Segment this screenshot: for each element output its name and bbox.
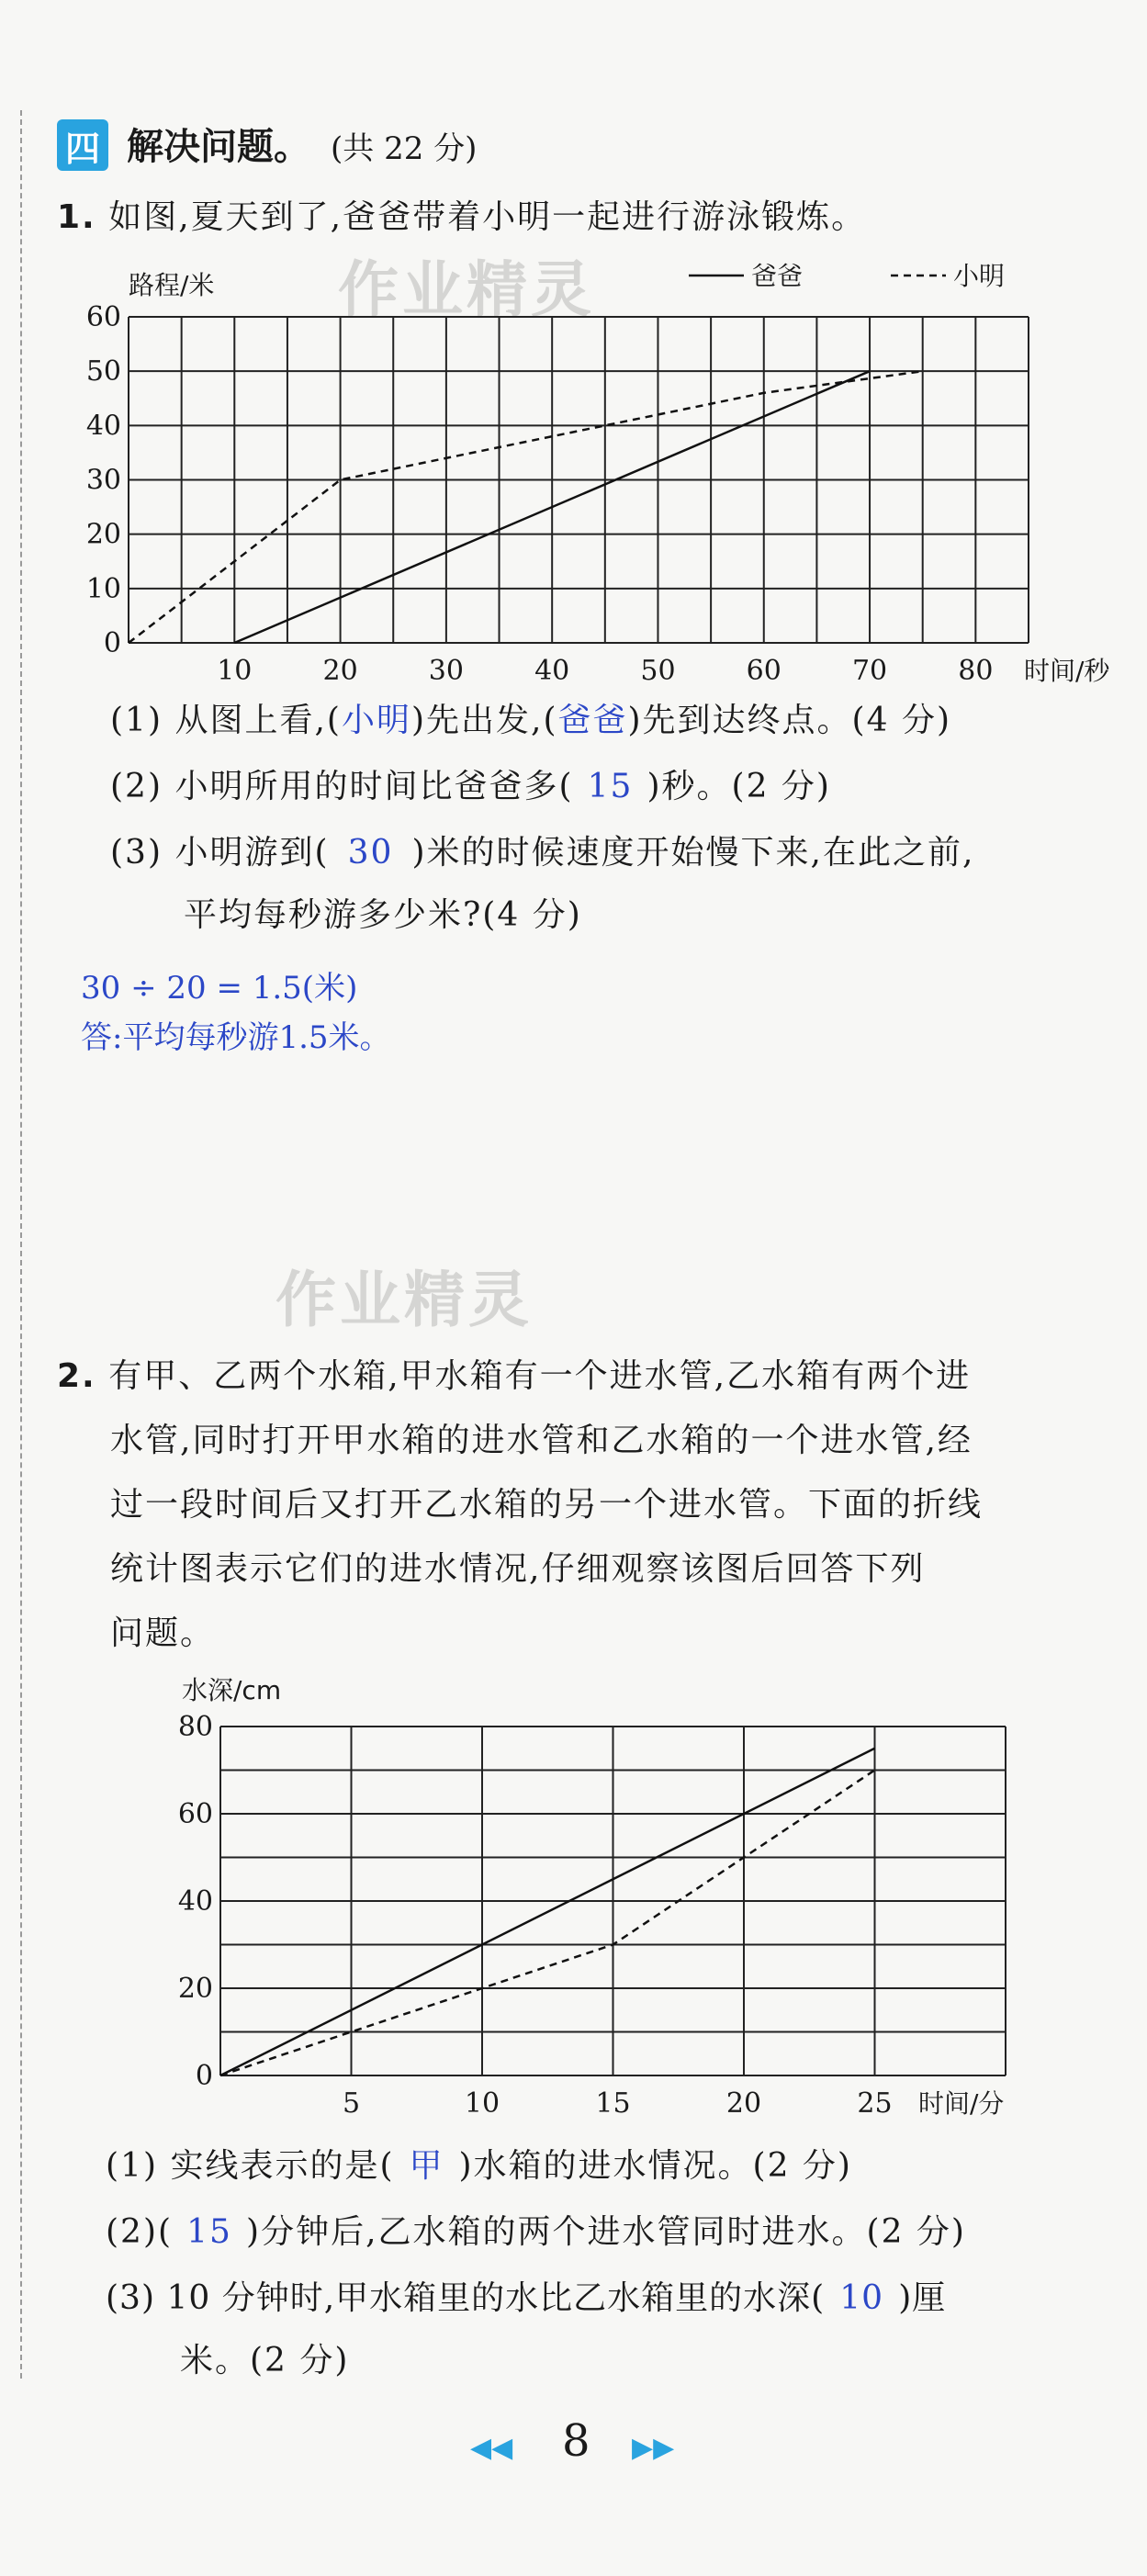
q1-sub1-prefix: (1) 从图上看,( bbox=[110, 702, 342, 739]
page-number: 8 bbox=[562, 2415, 590, 2467]
y-tick-label: 20 bbox=[177, 1973, 213, 2005]
q1-sub1-answer-second: 爸爸 bbox=[557, 702, 628, 739]
y-tick-label: 80 bbox=[177, 1711, 213, 1743]
q1-sub3-prefix: (3) 小明游到( bbox=[110, 834, 330, 872]
y-tick-label: 0 bbox=[195, 2060, 213, 2092]
question-2-line-2: 水管,同时打开甲水箱的进水管和乙水箱的一个进水管,经 bbox=[110, 1422, 973, 1459]
q2-sub1-suffix: )水箱的进水情况。(2 分) bbox=[458, 2147, 852, 2185]
prev-page-icon[interactable]: ◀◀ bbox=[470, 2432, 513, 2464]
x-axis-label: 时间/秒 bbox=[1024, 656, 1110, 686]
y-tick-label: 60 bbox=[177, 1798, 213, 1830]
question-1-text: 如图,夏天到了,爸爸带着小明一起进行游泳锻炼。 bbox=[108, 198, 867, 236]
x-tick-label: 30 bbox=[428, 655, 464, 687]
x-tick-label: 60 bbox=[746, 655, 782, 687]
q2-sub3-prefix: (3) 10 分钟时,甲水箱里的水比乙水箱里的水深( bbox=[106, 2279, 826, 2317]
x-tick-label: 10 bbox=[464, 2087, 500, 2120]
q1-sub1-suffix: )先到达终点。(4 分) bbox=[627, 702, 951, 739]
water-tank-chart bbox=[147, 1662, 1065, 2121]
question-1-number: 1. bbox=[57, 198, 96, 236]
question-1-sub2 bbox=[110, 760, 831, 807]
y-axis-label: 路程/米 bbox=[129, 270, 215, 300]
question-2-text-1: 有甲、乙两个水箱,甲水箱有一个进水管,乙水箱有两个进 bbox=[108, 1357, 972, 1395]
swimming-chart bbox=[55, 248, 1139, 689]
q1-sub3-answer: 30 bbox=[347, 834, 394, 872]
question-2-line-3: 过一段时间后又打开乙水箱的另一个进水管。下面的折线 bbox=[110, 1486, 984, 1524]
q2-sub2-answer: 15 bbox=[186, 2213, 232, 2251]
question-1-sub1 bbox=[110, 694, 951, 741]
watermark: 作业精灵 bbox=[338, 254, 595, 325]
x-tick-label: 25 bbox=[857, 2087, 893, 2120]
q1-sub2-prefix: (2) 小明所用的时间比爸爸多( bbox=[110, 768, 574, 805]
legend-label-小明: 小明 bbox=[953, 261, 1006, 291]
page-left-border bbox=[20, 110, 22, 2379]
y-tick-label: 10 bbox=[85, 572, 121, 605]
q1-sub1-middle: )先出发,( bbox=[410, 702, 558, 739]
section-badge: 四 bbox=[57, 119, 108, 171]
next-page-icon[interactable]: ▶▶ bbox=[632, 2432, 675, 2464]
question-2-number: 2. bbox=[57, 1357, 96, 1395]
x-tick-label: 70 bbox=[851, 655, 888, 687]
y-axis-label: 水深/cm bbox=[182, 1675, 282, 1705]
x-tick-label: 15 bbox=[595, 2087, 631, 2120]
x-tick-label: 20 bbox=[322, 655, 358, 687]
x-tick-label: 40 bbox=[534, 655, 570, 687]
y-tick-label: 20 bbox=[85, 518, 121, 551]
x-tick-label: 5 bbox=[342, 2087, 361, 2120]
question-2-sub2 bbox=[106, 2206, 966, 2253]
x-tick-label: 10 bbox=[217, 655, 253, 687]
x-tick-label: 20 bbox=[725, 2087, 762, 2120]
y-tick-label: 60 bbox=[85, 301, 121, 333]
legend-label-爸爸: 爸爸 bbox=[751, 261, 804, 291]
x-tick-label: 80 bbox=[958, 655, 994, 687]
question-1-stem bbox=[57, 191, 866, 238]
q2-sub2-suffix: )分钟后,乙水箱的两个进水管同时进水。(2 分) bbox=[246, 2213, 966, 2251]
q2-sub1-prefix: (1) 实线表示的是( bbox=[106, 2147, 395, 2185]
y-tick-label: 30 bbox=[85, 464, 121, 497]
x-tick-label: 50 bbox=[640, 655, 676, 687]
q1-work-answer: 答:平均每秒游1.5米。 bbox=[81, 1019, 391, 1056]
question-2-sub3-line2: 米。(2 分) bbox=[180, 2342, 350, 2379]
series-line-乙 bbox=[220, 1771, 875, 2076]
watermark-2: 作业精灵 bbox=[276, 1265, 533, 1335]
q2-sub2-prefix: (2)( bbox=[106, 2213, 174, 2251]
question-1-sub3 bbox=[110, 827, 974, 873]
q1-sub3-suffix: )米的时候速度开始慢下来,在此之前, bbox=[411, 834, 975, 872]
x-axis-label: 时间/分 bbox=[918, 2088, 1005, 2119]
q1-work-equation: 30 ÷ 20 = 1.5(米) bbox=[81, 970, 358, 1007]
q2-sub3-answer: 10 bbox=[839, 2279, 884, 2317]
section-score: (共 22 分) bbox=[331, 130, 478, 167]
y-tick-label: 40 bbox=[177, 1885, 213, 1918]
question-2-line-1 bbox=[57, 1350, 971, 1397]
series-line-甲 bbox=[220, 1749, 875, 2075]
q1-sub2-suffix: )秒。(2 分) bbox=[647, 768, 831, 805]
question-2-line-5: 问题。 bbox=[110, 1614, 216, 1652]
y-tick-label: 0 bbox=[103, 627, 121, 659]
q1-sub2-answer: 15 bbox=[587, 768, 634, 805]
q2-sub3-suffix: )厘 bbox=[898, 2279, 947, 2317]
series-line-小明 bbox=[129, 371, 923, 643]
question-2-sub1 bbox=[106, 2140, 852, 2187]
y-tick-label: 40 bbox=[85, 410, 121, 443]
q1-sub1-answer-first: 小明 bbox=[341, 702, 411, 739]
section-title: 解决问题。 bbox=[127, 126, 310, 168]
y-tick-label: 50 bbox=[85, 355, 121, 388]
question-1-sub3-line2: 平均每秒游多少米?(4 分) bbox=[184, 896, 582, 934]
question-2-sub3 bbox=[106, 2272, 946, 2319]
question-2-line-4: 统计图表示它们的进水情况,仔细观察该图后回答下列 bbox=[110, 1550, 926, 1588]
q2-sub1-answer: 甲 bbox=[409, 2147, 444, 2185]
